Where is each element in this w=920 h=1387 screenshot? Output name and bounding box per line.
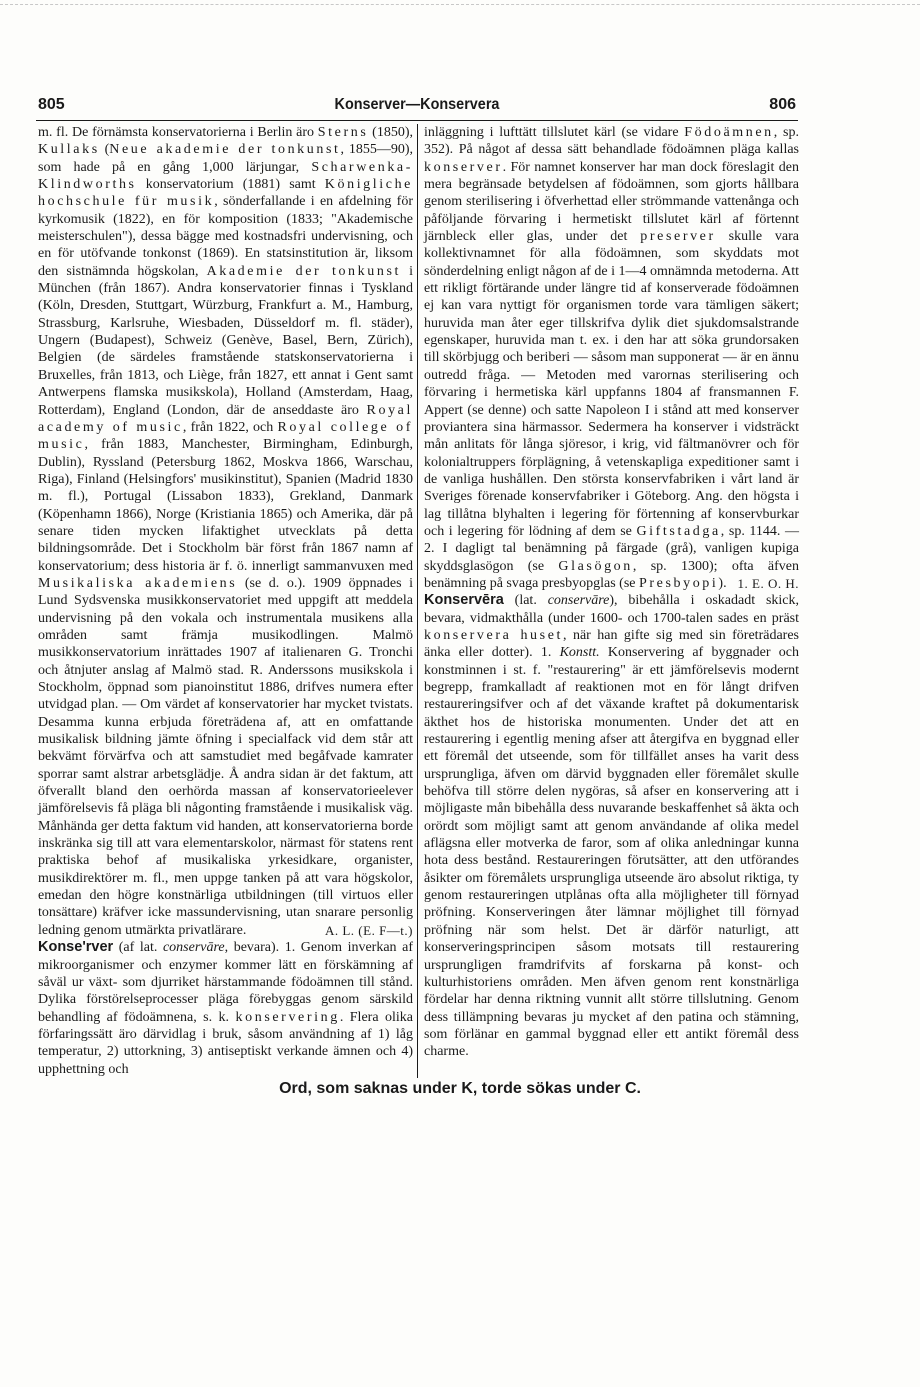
author-signature: A. L. (E. F—t.)	[324, 922, 413, 938]
entry-konservera: Konservēra (lat. conservāre), bibehålla i oskadadt skick, bevara, vidmakthålla (under 1600- och 1700-talen sades en präst konservera huset, när han gifte sig med sin företrädares änka eller dotter). 1. Konstt. Konservering af byggnader och konstminnen i st. f. "restaurering" är ett jämförelsevis modernt begrepp, framkalladt af reaktionen mot en för långt drifven restaureringsifver och af det växande kraftet på dokumentarisk äkthet hos de historiska monumenten. Under det att en restaurering i egentlig mening afser att återgifva en byggnad eller ett föremål det utseende, som för tillfället anses ha varit dess ursprungliga, äfven om därvid byggnaden eller föremålet skulle behöfva till större delen nygöras, så afser en konservering att i möjligaste mån bibehålla dess nuvarande beskaffenhet så äkta och orördt som möjligt samt att genom användande af olika medel aflägsna eller motverka de faror, som af olika anledningar kunna hota dess bestånd. Restaureringen förutsätter, att den utförandes åsikter om föremålets ursprungliga utseende äro absolut riktiga, ty genom restaureringen utplånas ofta alla möjligheter till förnyad pröfning. Konserveringen åter lämnar möjlighet till förnyad pröfning när som helst. Det är därför naturligt, att konserveringsprincipen såsom motsats till restaurering ursprungligen framdrifvits af forskarna på konst- och kulturhistoriens områden. Men äfven genom rent konstnärliga fördelar har denna riktning vunnit allt större tillslutning. Genom dess tillämpning bevaras ju mycket af den patina och stämning, som förlänar en gammal byggnad eller ett antikt föremål dess charme.	[424, 592, 800, 1060]
page-header	[38, 96, 796, 118]
author-signature: 1. E. O. H.	[737, 575, 799, 591]
header-rule	[36, 120, 798, 121]
headword: Konse'rver	[38, 939, 114, 956]
entry-konserver: Konse'rver (af lat. conservāre, bevara). 1. Genom inverkan af mikroorganismer och enzymer kommer lätt en förskämning af såväl ur växt- som djurriket härstammande födoämnen till stånd. Dylika förstörelseprocesser pläga förebyggas genom särskild behandling af födoämnena, s. k. konservering. Flera olika förfaringssätt äro därvidlag i bruk, såsom användning af 1) låg temperatur, 2) uttorkning, 3) antiseptiskt verkande ämnen och 4) upphettning och	[38, 939, 414, 1077]
running-title: Konserver—Konservera	[334, 96, 500, 113]
right-column	[424, 124, 799, 1061]
scan-edge-line	[0, 4, 920, 5]
headword: Konservēra	[424, 592, 504, 609]
left-column	[38, 124, 413, 1078]
footer-note: Ord, som saknas under K, torde sökas under C.	[279, 1080, 641, 1097]
konserver-continuation: inläggning i lufttätt tillslutet kärl (se vidare Födoämnen, sp. 352). På något af dessa sätt behandlade födoämnen pläga kallas konserver. För namnet konserver har man dock föreslagit den mera begränsade betydelsen af födoämnen, som gjorts hållbara genom sterilisering i öfverhettad eller strömmande vattenånga och påföljande förvaring i hermetiskt tillslutet kärl af förtennt järnbleck eller glas, under det preserver skulle vara kollektivnamnet för alla födoämnen, som skyddats mot sönderdelning enligt någon af de i 1—4 omnämnda metoderna. Att ett rikligt förtärande under längre tid af konserverade födoämnen ej kan vara nyttigt för organismen torde vara tämligen säkert; huruvida man åter eger tillskrifva dylik diet sjukdomsalstrande egenskaper, huruvida man t. ex. i den har att söka grundorsaken till skörbjugg och beriberi — såsom man supponerat — är en ännu outredd fråga. — Metoden med varornas sterilisering och förvaring i hermetiska kärl uppfanns 1804 af fransmannen F. Appert (se denne) och satte Napoleon I i stånd att med konserver proviantera sina härmassor. Sedermera ha konserver i vidsträckt mån anlitats för långa sjöresor, i krig, vid fältmanövrer och för kolonialtruppers förplägning, å vetenskapliga expeditioner samt i de vanliga hushållen. Den största konservfabriken i vårt land är Sveriges förenade konservfabriker i Göteborg. Ang. den högsta i lag tillåtna blyhalten i legering för förtenning af konservburkar och i legering för lödning af dem se Giftstadga, sp. 1144. — 2. I dagligt tal benämning på färgade (grå), vanligen kupiga skyddsglasögon (se Glasögon, sp. 1300); ofta äfven benämning på svaga presbyopglas (se Presbyopi). 1. E. O. H.	[424, 125, 800, 591]
page-number-left: 805	[38, 96, 65, 113]
konservatorium-continuation: m. fl. De förnämsta konservatorierna i Berlin äro Sterns (1850), Kullaks (Neue akademie der tonkunst, 1855—90), som hade på en gång 1,000 lärjungar, Scharwenka-Klindworths konservatorium (1881) samt Königliche hochschule für musik, sönderfallande i en afdelning för kyrkomusik (1822), en för komposition (1833; "Akademische meisterschulen"), dessa bägge med kostnadsfri undervisning, och en för utöfvande tonkonst (1869). En statsinstitution är, liksom den sistnämnda högskolan, Akademie der tonkunst i München (från 1867). Andra konservatorier finnas i Tyskland (Köln, Dresden, Stuttgart, Würzburg, Frankfurt a. M., Hamburg, Strassburg, Karlsruhe, Wiesbaden, Düsseldorf m. fl. städer), Ungern (Budapest), Schweiz (Genève, Basel, Bern, Zürich), Belgien (de särdeles framstående statskonservatorierna i Bruxelles, från 1813, och Liège, från 1827, ett annat i Gent samt Antwerpens flamska musikskola), Holland (Amsterdam, Haag, Rotterdam), England (London, där de anseddaste äro Royal academy of music, från 1822, och Royal college of music, från 1883, Manchester, Birmingham, Edinburgh, Dublin), Ryssland (Petersburg 1862, Moskva 1866, Warschau, Riga), Finland (Helsingfors' musikinstitut), Spanien (Madrid 1830 m. fl.), Portugal (Lissabon 1833), Grekland, Danmark (Köpenhamn 1866), Norge (Kristiania 1865) och Amerika, där på senare tiden mycken lifaktighet utvecklats på detta bildningsområde. Det i Stockholm bär först från 1867 namn af konservatorium; dess historia är f. ö. innerligt sammanvuxen med Musikaliska akademiens (se d. o.). 1909 öppnades i Lund Sydsvenska musikkonservatoriet med uppgift att meddela undervisning på den vokala och instrumentala musikens alla områden samt främja musikodlingen. Malmö musikkonservatorium inrättades 1907 af italienaren G. Tronchi och åtnjuter anslag af Malmö stad. R. Anderssons musikskola i Stockholm, öppnad som pianoinstitut 1886, drifves numera efter utvidgad plan. — Om värdet af konservatorier har mycket tvistats. Desamma kunna erbjuda företrädena af, att en omfattande musikalisk bildning jämte öfning i specialfack vid dem står att bekvämt förvärfva och att samstudiet med begåfvade kamrater sporrar samt alstrar arbetsglädje. Å andra sidan är det faktum, att öfverallt bland den oerhörda massan af konservatorieelever jämförelsevis få pläga bli någonting framstående i musikalisk väg. Månhända ger detta faktum vid handen, att konservatorierna borde inskränka sig till att vara elementarskolor, närmast för statens rent praktiska behof af musikaliska yrkesidkare, organister, musikdirektörer m. fl., men uppge tanken på att vara högskolor, emedan den högre konstnärliga utbildningen (till virtuos eller tonsättare) kräfver icke massundervisning, utan snarare personlig ledning genom utmärkta privatlärare. A. L. (E. F—t.)	[38, 125, 414, 938]
page-number-right: 806	[769, 96, 796, 113]
column-divider	[417, 124, 418, 1078]
